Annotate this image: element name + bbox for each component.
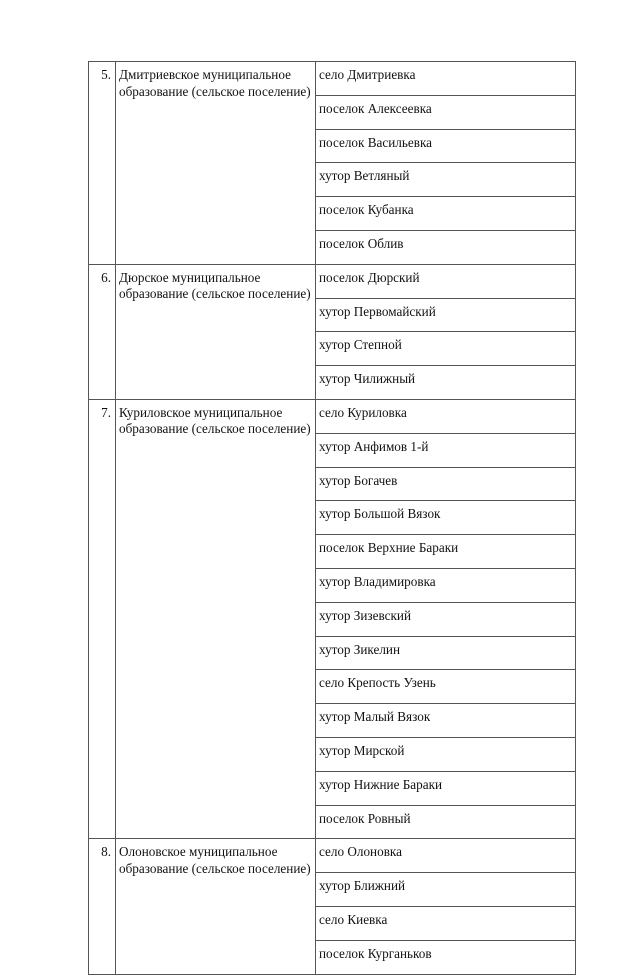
settlement-name: хутор Чилижный: [316, 366, 576, 400]
settlement-name: хутор Степной: [316, 332, 576, 366]
settlement-name: село Дмитриевка: [316, 62, 576, 96]
settlement-name: село Крепость Узень: [316, 670, 576, 704]
settlement-name: поселок Верхние Бараки: [316, 535, 576, 569]
settlements-table: [88, 61, 576, 975]
row-number: 8.: [89, 839, 116, 974]
settlement-name: поселок Дюрский: [316, 264, 576, 298]
settlement-name: хутор Большой Вязок: [316, 501, 576, 535]
municipality-name: Дмитриевское муниципальное образование (сельское поселение): [116, 62, 316, 265]
settlement-name: хутор Зикелин: [316, 636, 576, 670]
settlement-name: поселок Облив: [316, 230, 576, 264]
settlement-name: хутор Мирской: [316, 737, 576, 771]
settlement-name: село Куриловка: [316, 399, 576, 433]
municipality-name: Дюрское муниципальное образование (сельское поселение): [116, 264, 316, 399]
municipality-name: Куриловское муниципальное образование (сельское поселение): [116, 399, 316, 838]
settlement-name: хутор Анфимов 1-й: [316, 433, 576, 467]
settlement-name: хутор Малый Вязок: [316, 704, 576, 738]
table-row: [89, 839, 576, 873]
table-row: [89, 62, 576, 96]
settlement-name: поселок Васильевка: [316, 129, 576, 163]
settlement-name: поселок Кубанка: [316, 197, 576, 231]
table-body: [89, 62, 576, 975]
settlement-name: село Киевка: [316, 906, 576, 940]
settlement-name: хутор Ближний: [316, 873, 576, 907]
row-number: 7.: [89, 399, 116, 838]
settlement-name: поселок Ровный: [316, 805, 576, 839]
row-number: 6.: [89, 264, 116, 399]
settlement-name: хутор Богачев: [316, 467, 576, 501]
table-row: [89, 264, 576, 298]
settlement-name: поселок Курганьков: [316, 940, 576, 974]
settlement-name: хутор Зизевский: [316, 602, 576, 636]
table-row: [89, 399, 576, 433]
settlement-name: поселок Алексеевка: [316, 95, 576, 129]
settlement-name: хутор Владимировка: [316, 568, 576, 602]
settlement-name: село Олоновка: [316, 839, 576, 873]
municipality-name: Олоновское муниципальное образование (сельское поселение): [116, 839, 316, 974]
settlement-name: хутор Первомайский: [316, 298, 576, 332]
settlement-name: хутор Ветляный: [316, 163, 576, 197]
row-number: 5.: [89, 62, 116, 265]
settlement-name: хутор Нижние Бараки: [316, 771, 576, 805]
